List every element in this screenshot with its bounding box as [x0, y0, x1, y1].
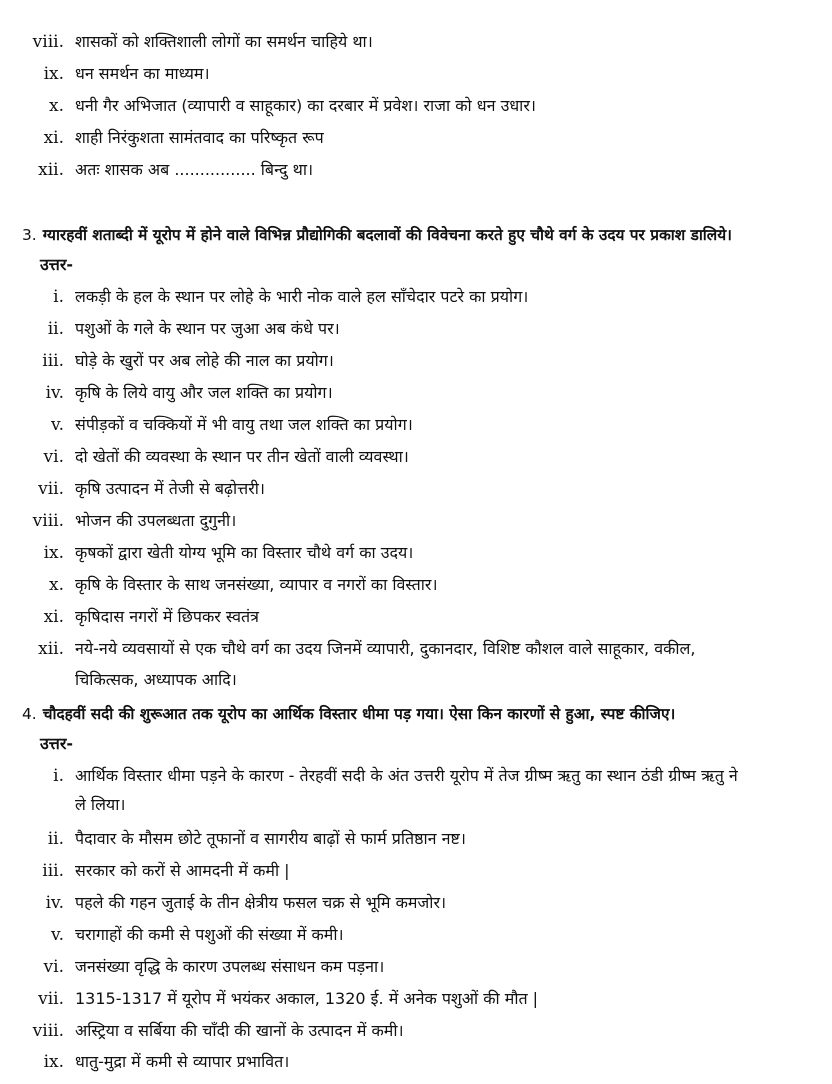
answer-label: उत्तर-	[40, 734, 74, 753]
item-number: viii.	[32, 1021, 64, 1041]
item-text: संपीड़कों व चक्कियों में भी वायु तथा जल शक्ति का प्रयोग।	[75, 415, 413, 434]
item-number: iv.	[45, 383, 64, 403]
item-text: 1315-1317 में यूरोप में भयंकर अकाल, 1320 ई. में अनेक पशुओं की मौत |	[75, 989, 539, 1008]
item-number: viii.	[32, 511, 64, 531]
item-number: i.	[53, 287, 64, 307]
item-text-continuation: चिकित्सक, अध्यापक आदि।	[75, 670, 237, 689]
item-number: vi.	[43, 447, 64, 467]
item-text: कृषि के लिये वायु और जल शक्ति का प्रयोग।	[75, 383, 333, 402]
item-text: दो खेतों की व्यवस्था के स्थान पर तीन खेतों वाली व्यवस्था।	[75, 447, 409, 466]
item-number: xii.	[38, 639, 64, 659]
item-text: अतः शासक अब ................ बिन्दु था।	[75, 160, 314, 179]
item-text: पशुओं के गले के स्थान पर जुआ अब कंधे पर।	[75, 319, 340, 338]
answer-label: उत्तर-	[40, 255, 74, 274]
item-text: कृषिदास नगरों में छिपकर स्वतंत्र	[75, 607, 259, 626]
item-text-continuation: ले लिया।	[75, 795, 126, 814]
item-text: शाही निरंकुशता सामंतवाद का परिष्कृत रूप	[75, 128, 324, 147]
item-number: xi.	[43, 607, 64, 627]
item-text: घोड़े के खुरों पर अब लोहे की नाल का प्रयोग।	[75, 351, 334, 370]
item-text: अस्ट्रिया व सर्बिया की चाँदी की खानों के उत्पादन में कमी।	[75, 1021, 404, 1040]
item-number: ix.	[43, 1052, 64, 1072]
item-number: x.	[49, 96, 64, 116]
question-text: चौदहवीं सदी की शुरूआत तक यूरोप का आर्थिक विस्तार धीमा पड़ गया। ऐसा किन कारणों से हुआ, स्पष्ट कीजिए।	[42, 705, 676, 723]
item-number: ii.	[47, 829, 64, 849]
item-number: iii.	[42, 351, 64, 371]
item-text: सरकार को करों से आमदनी में कमी |	[75, 861, 290, 880]
question-4	[22, 703, 675, 725]
item-number: x.	[49, 575, 64, 595]
item-text: चरागाहों की कमी से पशुओं की संख्या में कमी।	[75, 925, 344, 944]
item-number: v.	[51, 925, 64, 945]
item-number: vi.	[43, 957, 64, 977]
item-text: नये-नये व्यवसायों से एक चौथे वर्ग का उदय जिनमें व्यापारी, दुकानदार, विशिष्ट कौशल वाले साहूकार, वकील,	[75, 639, 696, 658]
item-text: धन समर्थन का माध्यम।	[75, 64, 210, 83]
item-number: xi.	[43, 128, 64, 148]
question-text: ग्यारहवीं शताब्दी में यूरोप में होने वाले विभिन्न प्रौद्योगिकी बदलावों की विवेचना करते हुए चौथे वर्ग के उदय पर प्रकाश डालिये।	[42, 226, 732, 244]
item-number: i.	[53, 766, 64, 786]
item-text: लकड़ी के हल के स्थान पर लोहे के भारी नोक वाले हल साँचेदार पटरे का प्रयोग।	[75, 287, 529, 306]
item-text: पैदावार के मौसम छोटे तूफानों व सागरीय बाढ़ों से फार्म प्रतिष्ठान नष्ट।	[75, 829, 466, 848]
item-number: ix.	[43, 543, 64, 563]
item-number: xii.	[38, 160, 64, 180]
item-text: कृषकों द्वारा खेती योग्य भूमि का विस्तार चौथे वर्ग का उदय।	[75, 543, 414, 562]
question-3	[22, 224, 732, 246]
item-text: शासकों को शक्तिशाली लोगों का समर्थन चाहिये था।	[75, 32, 373, 51]
item-number: vii.	[38, 479, 64, 499]
item-text: पहले की गहन जुताई के तीन क्षेत्रीय फसल चक्र से भूमि कमजोर।	[75, 893, 447, 912]
item-number: ii.	[47, 319, 64, 339]
item-text: भोजन की उपलब्धता दुगुनी।	[75, 511, 237, 530]
item-number: ix.	[43, 64, 64, 84]
item-number: iv.	[45, 893, 64, 913]
item-text: आर्थिक विस्तार धीमा पड़ने के कारण - तेरहवीं सदी के अंत उत्तरी यूरोप में तेज ग्रीष्म ऋतु का स्थान ठंडी ग्रीष्म ऋतु ने	[75, 766, 738, 785]
item-text: कृषि के विस्तार के साथ जनसंख्या, व्यापार व नगरों का विस्तार।	[75, 575, 438, 594]
item-text: धातु-मुद्रा में कमी से व्यापार प्रभावित।	[75, 1052, 290, 1071]
item-number: vii.	[38, 989, 64, 1009]
item-text: जनसंख्या वृद्धि के कारण उपलब्ध संसाधन कम पड़ना।	[75, 957, 385, 976]
item-number: v.	[51, 415, 64, 435]
question-number: 3.	[22, 226, 37, 244]
item-text: कृषि उत्पादन में तेजी से बढ़ोत्तरी।	[75, 479, 265, 498]
item-text: धनी गैर अभिजात (व्यापारी व साहूकार) का दरबार में प्रवेश। राजा को धन उधार।	[75, 96, 536, 115]
item-number: viii.	[32, 32, 64, 52]
item-number: iii.	[42, 861, 64, 881]
question-number: 4.	[22, 705, 37, 723]
